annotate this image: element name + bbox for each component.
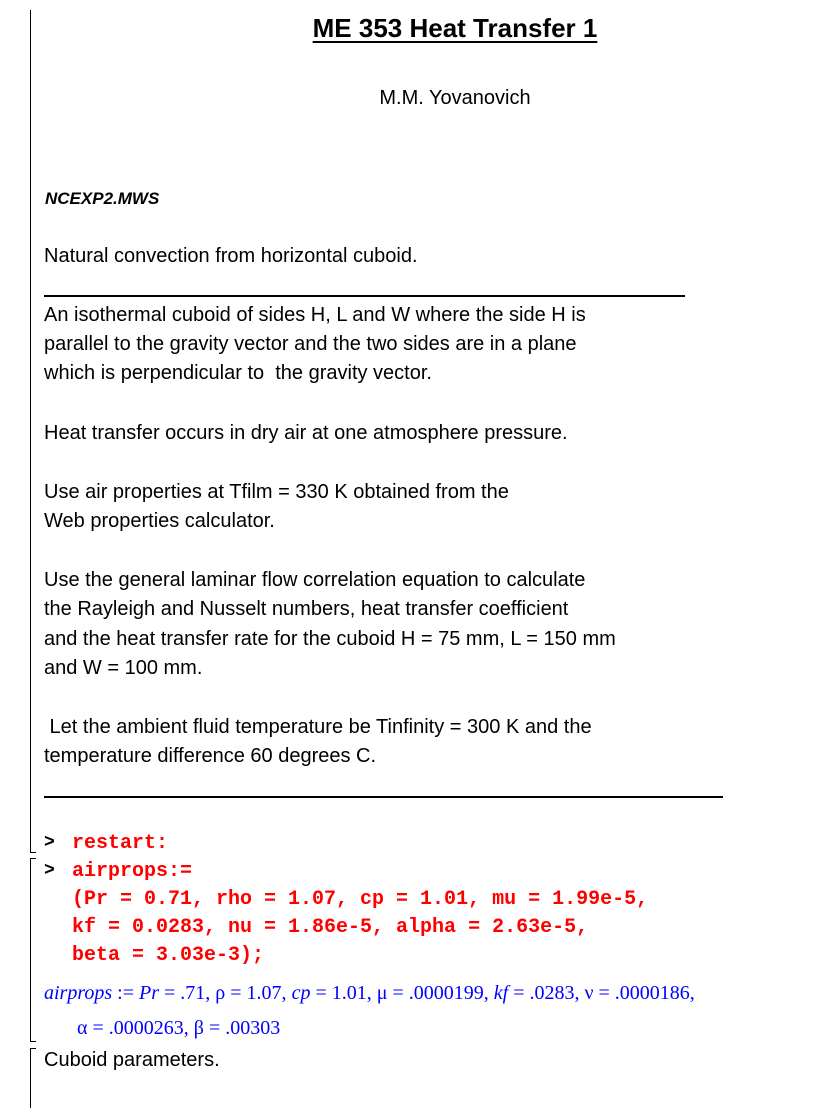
divider-2 <box>44 796 723 798</box>
nu-symbol: ν <box>584 982 594 1004</box>
paragraph-3-line-2: Web properties calculator. <box>44 510 275 532</box>
paragraph-4-line-3: and the heat transfer rate for the cuboid H = 75 mm, L = 150 mm <box>44 628 616 650</box>
section-bracket-2[interactable] <box>30 858 31 1042</box>
paragraph-4-line-1: Use the general laminar flow correlation equation to calculate <box>44 569 586 591</box>
input-airprops-line-1[interactable]: airprops:= <box>72 860 193 883</box>
paragraph-2: Heat transfer occurs in dry air at one atmosphere pressure. <box>44 422 568 444</box>
paragraph-4-line-4: and W = 100 mm. <box>44 657 203 679</box>
worksheet-filename: NCEXP2.MWS <box>45 189 160 208</box>
input-airprops-line-3[interactable]: kf = 0.0283, nu = 1.86e-5, alpha = 2.63e-5, <box>72 916 589 939</box>
output-beta-value: = .00303 <box>203 1017 281 1039</box>
section-bracket-3[interactable] <box>30 1048 31 1108</box>
output-kf-name: kf <box>493 982 509 1004</box>
page-title: ME 353 Heat Transfer 1 <box>312 13 598 43</box>
author: M.M. Yovanovich <box>379 87 531 109</box>
output-cp-value: = 1.01, <box>310 982 377 1004</box>
section-bracket-2-top <box>30 858 36 859</box>
input-airprops-line-4[interactable]: beta = 3.03e-3); <box>72 944 265 967</box>
alpha-symbol: α <box>77 1017 88 1039</box>
rho-symbol: ρ <box>215 982 226 1004</box>
beta-symbol: β <box>193 1017 204 1039</box>
section-bracket-3-top <box>30 1048 36 1049</box>
divider-1 <box>44 295 685 297</box>
section-bracket-1-foot <box>30 852 36 853</box>
prompt-icon: > <box>44 833 55 853</box>
input-airprops-line-2[interactable]: (Pr = 0.71, rho = 1.07, cp = 1.01, mu = 1.99e-5, <box>72 888 649 911</box>
output-rho-value: = 1.07, <box>225 982 292 1004</box>
output-pr-name: Pr <box>139 982 160 1004</box>
paragraph-5-line-2: temperature difference 60 degrees C. <box>44 745 377 767</box>
output-assign: := <box>112 982 140 1004</box>
output-line-1 <box>44 982 695 1005</box>
output-cp-name: cp <box>291 982 311 1004</box>
paragraph-4-line-2: the Rayleigh and Nusselt numbers, heat transfer coefficient <box>44 598 569 620</box>
output-alpha-value: = .0000263, <box>87 1017 194 1039</box>
output-kf-value: = .0283, <box>508 982 585 1004</box>
output-mu-value: = .0000199, <box>387 982 494 1004</box>
input-restart[interactable]: restart: <box>72 832 169 855</box>
output-lhs: airprops <box>44 982 113 1004</box>
output-pr-value: = .71, <box>159 982 216 1004</box>
output-line-2 <box>77 1017 280 1040</box>
paragraph-3-line-1: Use air properties at Tfilm = 330 K obtained from the <box>44 481 509 503</box>
prompt-icon: > <box>44 861 55 881</box>
subtitle: Natural convection from horizontal cuboid. <box>44 245 418 267</box>
paragraph-5-line-1: Let the ambient fluid temperature be Tinfinity = 300 K and the <box>44 716 592 738</box>
section-bracket-1[interactable] <box>30 10 31 853</box>
section-bracket-2-foot <box>30 1041 36 1042</box>
output-nu-value: = .0000186, <box>593 982 695 1004</box>
paragraph-1-line-3: which is perpendicular to the gravity vector. <box>44 362 432 384</box>
paragraph-1-line-2: parallel to the gravity vector and the two sides are in a plane <box>44 333 577 355</box>
mu-symbol: μ <box>376 982 388 1004</box>
paragraph-1-line-1: An isothermal cuboid of sides H, L and W where the side H is <box>44 304 586 326</box>
section-label-cuboid-parameters[interactable]: Cuboid parameters. <box>44 1049 220 1071</box>
